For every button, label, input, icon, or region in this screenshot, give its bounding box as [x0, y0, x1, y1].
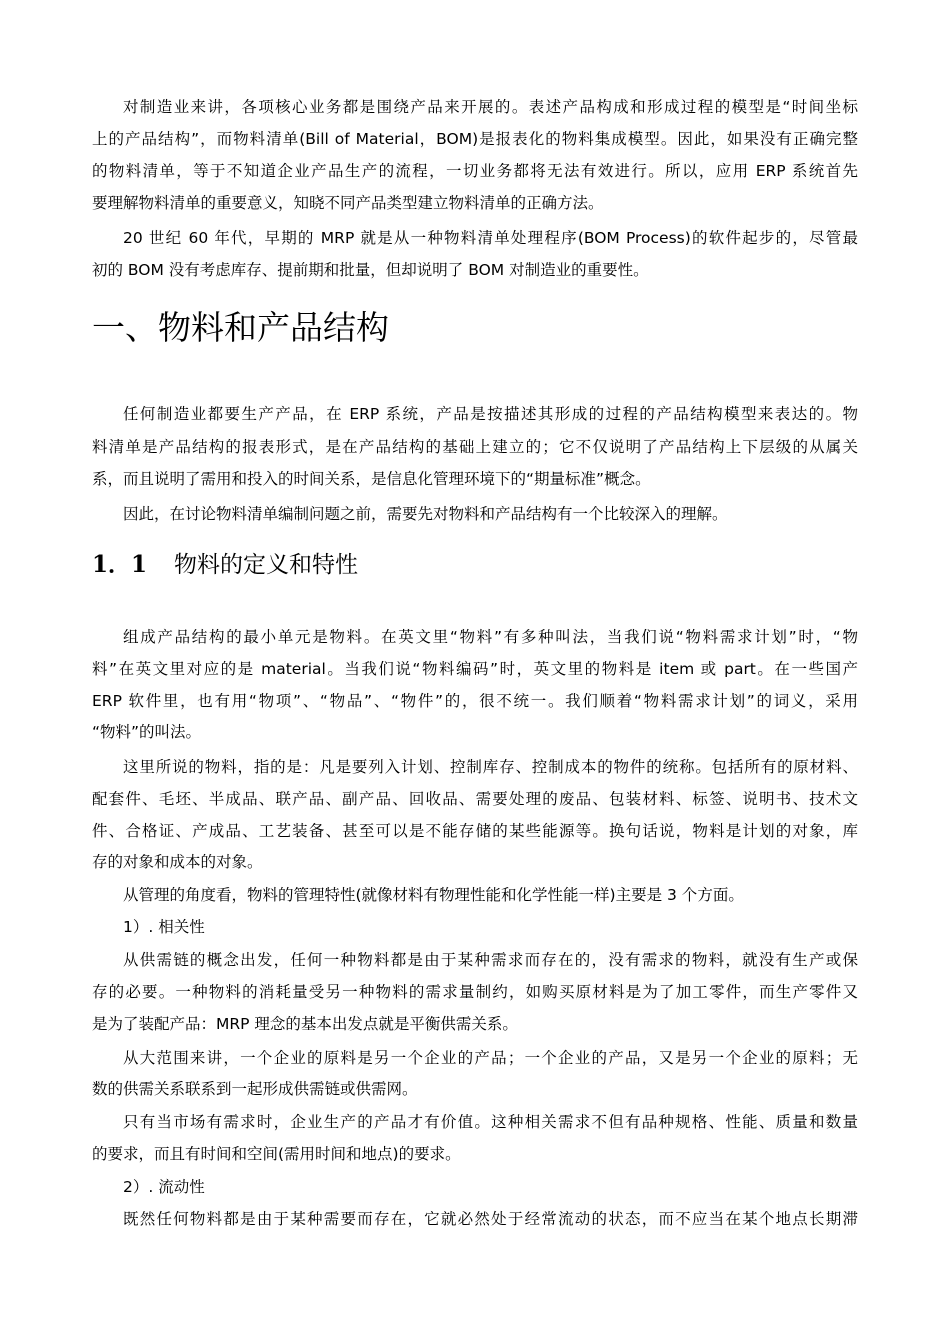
section1-p1-line-1: 任何制造业都要生产产品，在 ERP 系统，产品是按描述其形成的过程的产品结构模型来表达的。物 [123, 405, 858, 423]
subsection-title: 物料的定义和特性 [174, 552, 358, 578]
s11-p1-line-3: ERP 软件里，也有用“物项”、“物品”、“物件”的，很不统一。我们顺着“物料需求计划”的词义，采用 [92, 692, 858, 710]
s11-p2-line-4: 存的对象和成本的对象。 [92, 853, 263, 871]
intro-p1-line-3: 的物料清单，等于不知道企业产品生产的流程，一切业务都将无法有效进行。所以，应用 ERP 系统首先 [92, 162, 858, 180]
intro-p1-line-1: 对制造业来讲，各项核心业务都是围绕产品来开展的。表述产品构成和形成过程的模型是“时间坐标 [123, 98, 858, 116]
s11-p3-line-1: 从管理的角度看，物料的管理特性(就像材料有物理性能和化学性能一样)主要是 3 个方面。 [123, 886, 744, 904]
s11-p2-line-1: 这里所说的物料，指的是：凡是要列入计划、控制库存、控制成本的物件的统称。包括所有的原材料、 [123, 758, 858, 776]
item-2-label: 2）. 流动性 [123, 1178, 205, 1196]
section1-p2-line-1: 因此，在讨论物料清单编制问题之前，需要先对物料和产品结构有一个比较深入的理解。 [123, 505, 728, 523]
s11-p2-line-3: 件、合格证、产成品、工艺装备、甚至可以是不能存储的某些能源等。换句话说，物料是计划的对象，库 [92, 822, 858, 840]
s11-p1-line-4: “物料”的叫法。 [92, 723, 202, 741]
s11-p6-line-2: 的要求，而且有时间和空间(需用时间和地点)的要求。 [92, 1145, 461, 1163]
s11-p4-line-2: 存的必要。一种物料的消耗量受另一种物料的需求量制约，如购买原材料是为了加工零件，而生产零件又 [92, 983, 858, 1001]
intro-p2-line-2: 初的 BOM 没有考虑库存、提前期和批量，但却说明了 BOM 对制造业的重要性。 [92, 261, 649, 279]
item-1-label: 1）. 相关性 [123, 918, 205, 936]
intro-p1-line-4: 要理解物料清单的重要意义，知晓不同产品类型建立物料清单的正确方法。 [92, 194, 604, 212]
s11-p1-line-1: 组成产品结构的最小单元是物料。在英文里“物料”有多种叫法，当我们说“物料需求计划”时，“物 [123, 628, 858, 646]
section1-p1-line-3: 系，而且说明了需用和投入的时间关系，是信息化管理环境下的“期量标准”概念。 [92, 470, 651, 488]
s11-p1-line-2: 料”在英文里对应的是 material。当我们说“物料编码”时，英文里的物料是 item 或 part。在一些国产 [92, 660, 858, 678]
subsection-heading [92, 549, 358, 581]
section-heading: 一、物料和产品结构 [92, 308, 389, 347]
intro-p1-line-2: 上的产品结构”，而物料清单(Bill of Material，BOM)是报表化的物料集成模型。因此，如果没有正确完整 [92, 130, 858, 148]
s11-p2-line-2: 配套件、毛坯、半成品、联产品、副产品、回收品、需要处理的废品、包装材料、标签、说明书、技术文 [92, 790, 858, 808]
s11-p4-line-3: 是为了装配产品：MRP 理念的基本出发点就是平衡供需关系。 [92, 1015, 518, 1033]
s11-p5-line-2: 数的供需关系联系到一起形成供需链或供需网。 [92, 1080, 418, 1098]
s11-p4-line-1: 从供需链的概念出发，任何一种物料都是由于某种需求而存在的，没有需求的物料，就没有生产或保 [123, 951, 858, 969]
section1-p1-line-2: 料清单是产品结构的报表形式，是在产品结构的基础上建立的；它不仅说明了产品结构上下层级的从属关 [92, 438, 858, 456]
s11-p5-line-1: 从大范围来讲，一个企业的原料是另一个企业的产品；一个企业的产品，又是另一个企业的原料；无 [123, 1049, 858, 1067]
s11-p7-line-1: 既然任何物料都是由于某种需要而存在，它就必然处于经常流动的状态，而不应当在某个地点长期滞 [123, 1210, 858, 1228]
s11-p6-line-1: 只有当市场有需求时，企业生产的产品才有价值。这种相关需求不但有品种规格、性能、质量和数量 [123, 1113, 858, 1131]
intro-p2-line-1: 20 世纪 60 年代，早期的 MRP 就是从一种物料清单处理程序(BOM Process)的软件起步的，尽管最 [123, 229, 858, 247]
subsection-number: 1．1 [92, 551, 148, 578]
